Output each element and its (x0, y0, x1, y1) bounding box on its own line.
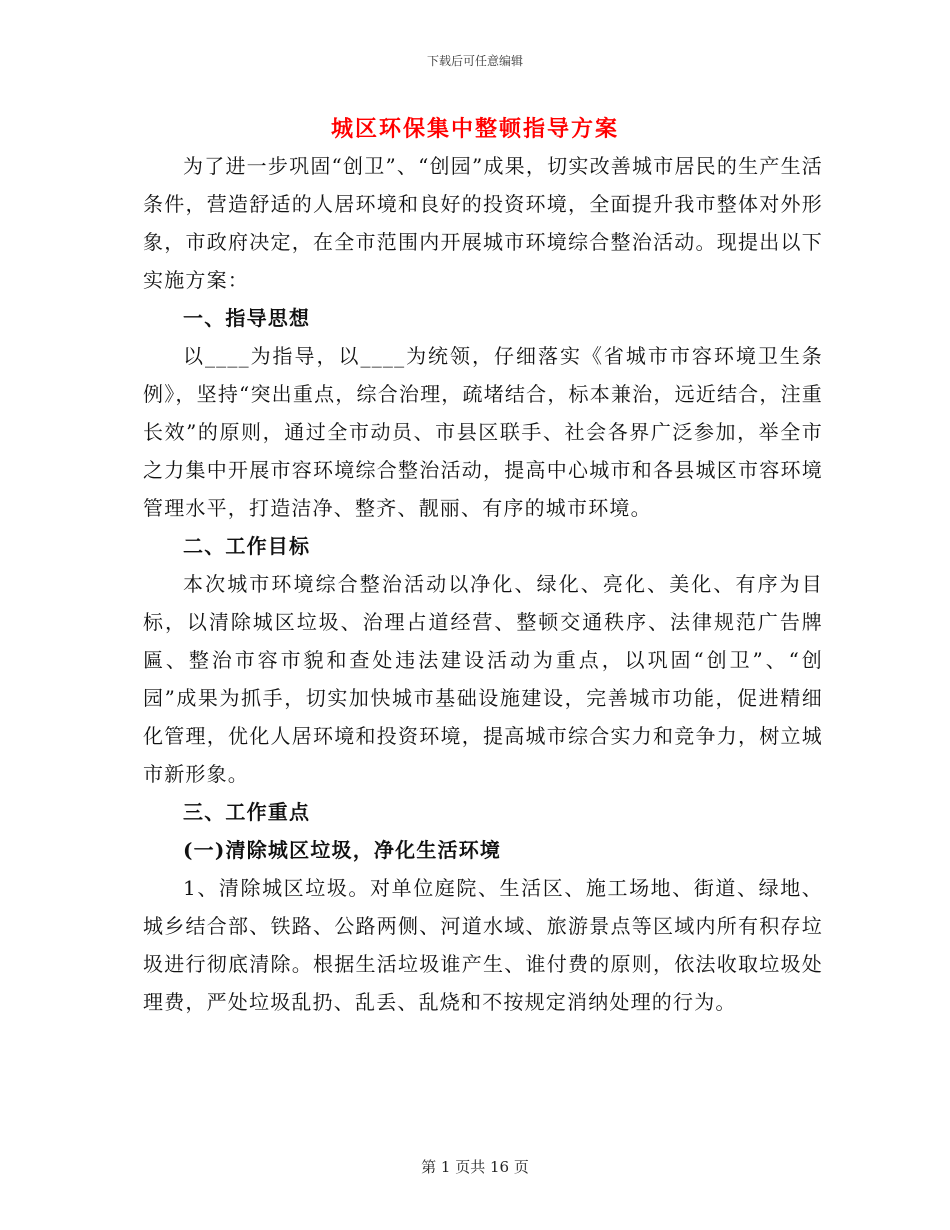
subsection-item-clear-garbage: 1、清除城区垃圾。对单位庭院、生活区、施工场地、街道、绿地、城乡结合部、铁路、公路两侧、河道水域、旅游景点等区域内所有积存垃圾进行彻底清除。根据生活垃圾谁产生、谁付费的原则，依法收取垃圾处理费，严处垃圾乱扔、乱丢、乱烧和不按规定消纳处理的行为。 (143, 876, 823, 1014)
subsection-heading-clear-garbage: (一)清除城区垃圾，净化生活环境 (183, 838, 502, 862)
header-note: 下载后可任意编辑 (426, 54, 523, 68)
document-title: 城区环保集中整顿指导方案 (330, 116, 619, 142)
section-heading-work-goals: 二、工作目标 (183, 534, 311, 558)
section-text-guiding-thought: 以____为指导，以____为统领，仔细落实《省城市市容环境卫生条例》，坚持“突出重点，综合治理，疏堵结合，标本兼治，远近结合，注重长效”的原则，通过全市动员、市县区联手、社会各界广泛参加，举全市之力集中开展市容环境综合整治活动，提高中心城市和各县城区市容环境管理水平，打造洁净、整齐、靓丽、有序的城市环境。 (143, 344, 823, 520)
page-footer: 第 1 页共 16 页 (421, 1158, 529, 1176)
intro-paragraph: 为了进一步巩固“创卫”、“创园”成果，切实改善城市居民的生产生活条件，营造舒适的人居环境和良好的投资环境，全面提升我市整体对外形象，市政府决定，在全市范围内开展城市环境综合整治活动。现提出以下实施方案： (143, 154, 823, 292)
section-heading-guiding-thought: 一、指导思想 (183, 306, 311, 330)
document-body (143, 147, 823, 1021)
section-heading-work-focus: 三、工作重点 (183, 800, 311, 824)
section-text-work-goals: 本次城市环境综合整治活动以净化、绿化、亮化、美化、有序为目标，以清除城区垃圾、治理占道经营、整顿交通秩序、法律规范广告牌匾、整治市容市貌和查处违法建设活动为重点，以巩固“创卫”、“创园”成果为抓手，切实加快城市基础设施建设，完善城市功能，促进精细化管理，优化人居环境和投资环境，提高城市综合实力和竞争力，树立城市新形象。 (143, 572, 823, 786)
